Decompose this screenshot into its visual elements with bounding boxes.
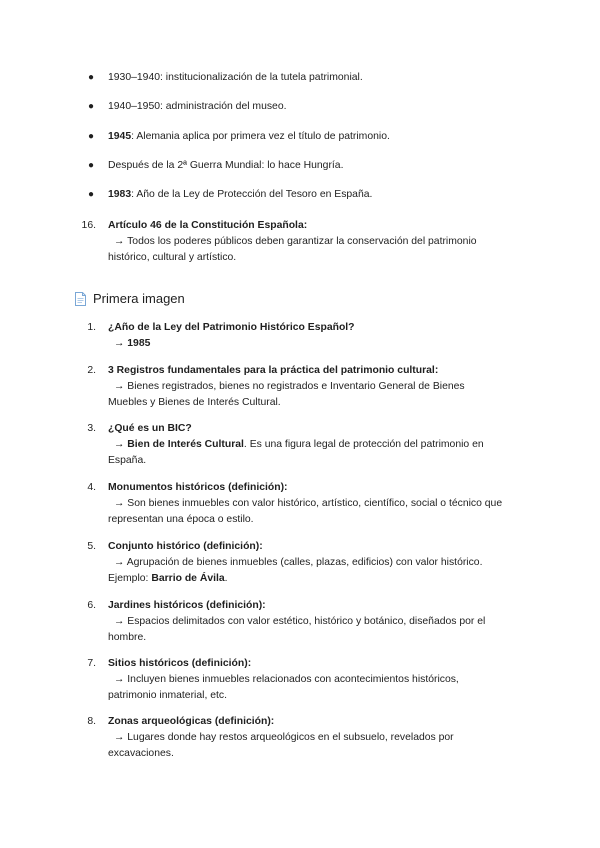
item-title: Conjunto histórico (definición): (108, 541, 263, 552)
item-title: Zonas arqueológicas (definición): (108, 716, 275, 727)
item-text: → Bienes registrados, bienes no registrados e Inventario General de Bienes (114, 381, 465, 392)
item-text: Muebles y Bienes de Interés Cultural. (108, 397, 281, 408)
item-text: → Todos los poderes públicos deben garantizar la conservación del patrimonio (114, 236, 477, 247)
item-text: histórico, cultural y artístico. (108, 252, 237, 263)
item-number: 2. (87, 365, 96, 376)
item-title: 3 Registros fundamentales para la práctica del patrimonio cultural: (108, 365, 439, 376)
section-heading (74, 290, 185, 308)
bullet-icon: ● (88, 160, 95, 171)
section-title: Primera imagen (93, 291, 185, 306)
item-title: Artículo 46 de la Constitución Española: (108, 220, 308, 231)
item-title: Monumentos históricos (definición): (108, 482, 288, 493)
bullet-icon: ● (88, 131, 95, 142)
item-number: 4. (87, 482, 96, 493)
item-text: → Incluyen bienes inmuebles relacionados con acontecimientos históricos, (114, 674, 459, 685)
item-text: → Agrupación de bienes inmuebles (calles, plazas, edificios) con valor histórico. (114, 557, 483, 568)
bullet-icon: ● (88, 189, 95, 200)
item-number: 16. (81, 220, 96, 231)
item-text: representan una época o estilo. (108, 514, 254, 525)
item-number: 7. (87, 658, 96, 669)
item-number: 3. (87, 423, 96, 434)
item-number: 1. (87, 322, 96, 333)
item-number: 8. (87, 716, 96, 727)
item-text: excavaciones. (108, 748, 174, 759)
item-title: ¿Qué es un BIC? (108, 423, 192, 434)
bullet-icon: ● (88, 72, 95, 83)
item-number: 6. (87, 600, 96, 611)
item-text: patrimonio inmaterial, etc. (108, 690, 227, 701)
item-title: ¿Año de la Ley del Patrimonio Histórico Español? (108, 322, 355, 333)
item-text: → Bien de Interés Cultural. Es una figura legal de protección del patrimonio en (114, 439, 484, 450)
item-text: → Espacios delimitados con valor estético, histórico y botánico, diseñados por el (114, 616, 486, 627)
item-text: hombre. (108, 632, 147, 643)
item-text: España. (108, 455, 147, 466)
item-title: Jardines históricos (definición): (108, 600, 266, 611)
document-page: ● 1930–1940: institucionalización de la tutela patrimonial. ● 1940–1950: administración del museo. ● 1945: Alemania aplica por primera vez el título de patrimonio. ● Después de la 2ª Guerra Mundial: lo hace Hungría. ● 1983: Año de la Ley de Protección del Tesoro en España. 16. Artículo 46 de la Constitución Española: → Todos los poderes públicos deben garantizar la conservación del patrimonio histórico, cultural y artístico. Primera imagen 1. ¿Año de la Ley del Patrimonio Histórico Español? → 1985 2. 3 Registros fundamentales para la práctica del patrimonio cultural: → Bienes registrados, bienes no registrados e Inventario General de Bienes Muebles y Bienes de Interés Cultural. 3. ¿Qué es un BIC? → Bien de Interés Cultural. Es una figura legal de protección del patrimonio en España. 4. Monumentos históricos (definición): → Son bienes inmuebles con valor histórico, artístico, científico, social o técnico que representan una época o estilo. 5. Conjunto histórico (definición): → Agrupación de bienes inmuebles (calles, plazas, edificios) con valor histórico. Ejemplo: Barrio de Ávila. 6. Jardines históricos (definición): → Espacios delimitados con valor estético, histórico y botánico, diseñados por el hombre. 7. Sitios históricos (definición): → Incluyen bienes inmuebles relacionados con acontecimientos históricos, patrimonio inmaterial, etc. 8. Zonas arqueológicas (definición): → Lugares donde hay restos arqueológicos en el subsuelo, revelados por excavaciones. (0, 0, 600, 848)
document-icon (74, 291, 87, 307)
item-title: Sitios históricos (definición): (108, 658, 252, 669)
item-number: 5. (87, 541, 96, 552)
item-text: Ejemplo: Barrio de Ávila. (108, 573, 228, 584)
bullet-icon: ● (88, 101, 95, 112)
item-text: → Son bienes inmuebles con valor histórico, artístico, científico, social o técnico que (114, 498, 503, 509)
item-text: → Lugares donde hay restos arqueológicos en el subsuelo, revelados por (114, 732, 454, 743)
item-answer: → 1985 (114, 338, 151, 349)
